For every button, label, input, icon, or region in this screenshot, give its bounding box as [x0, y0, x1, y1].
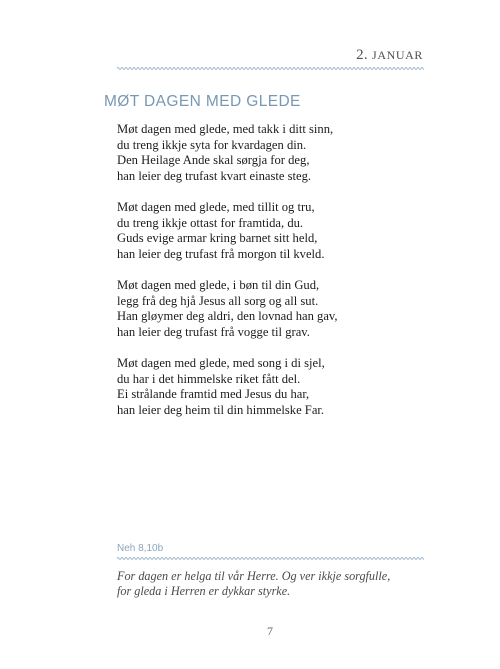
- scripture-reference: Neh 8,10b: [117, 543, 164, 554]
- poem-line: Møt dagen med glede, med song i di sjel,: [117, 355, 325, 370]
- poem-line: han leier deg trufast frå morgon til kveld.: [117, 246, 325, 261]
- bottom-wavy-divider: [117, 556, 424, 561]
- verse-line: For dagen er helga til vår Herre. Og ver ikkje sorgfulle,: [117, 569, 391, 583]
- poem-line: Den Heilage Ande skal sørgja for deg,: [117, 153, 310, 168]
- poem-line: Guds evige armar kring barnet sitt held,: [117, 231, 318, 246]
- poem-line: du treng ikkje syta for kvardagen din.: [117, 137, 307, 152]
- verse-line: for gleda i Herren er dykkar styrke.: [117, 584, 291, 599]
- page-header-date: [356, 47, 423, 64]
- poem-line: legg frå deg hjå Jesus all sorg og all sut.: [117, 293, 319, 308]
- header-month: JANUAR: [372, 48, 423, 62]
- poem-title: MØT DAGEN MED GLEDE: [104, 93, 301, 110]
- poem-line: Møt dagen med glede, i bøn til din Gud,: [117, 277, 320, 292]
- poem-stanza: [117, 122, 457, 184]
- poem-stanza: [117, 278, 457, 340]
- poem-line: Han gløymer deg aldri, den lovnad han gav,: [117, 309, 338, 324]
- poem-body: [117, 122, 457, 434]
- top-wavy-divider: [117, 66, 424, 71]
- poem-line: du treng ikkje ottast for framtida, du.: [117, 215, 304, 230]
- poem-line: han leier deg trufast kvart einaste steg.: [117, 168, 312, 183]
- poem-line: han leier deg trufast frå vogge til grav.: [117, 324, 310, 339]
- poem-stanza: [117, 200, 457, 262]
- page-number: 7: [267, 624, 273, 638]
- scripture-verse: [117, 569, 390, 600]
- poem-line: Møt dagen med glede, med tillit og tru,: [117, 199, 315, 214]
- poem-stanza: [117, 356, 457, 418]
- poem-line: han leier deg heim til din himmelske Far.: [117, 402, 325, 417]
- poem-line: du har i det himmelske riket fått del.: [117, 371, 301, 386]
- poem-line: Ei strålande framtid med Jesus du har,: [117, 387, 310, 402]
- header-day: 2.: [356, 47, 368, 63]
- poem-line: Møt dagen med glede, med takk i ditt sinn,: [117, 122, 334, 136]
